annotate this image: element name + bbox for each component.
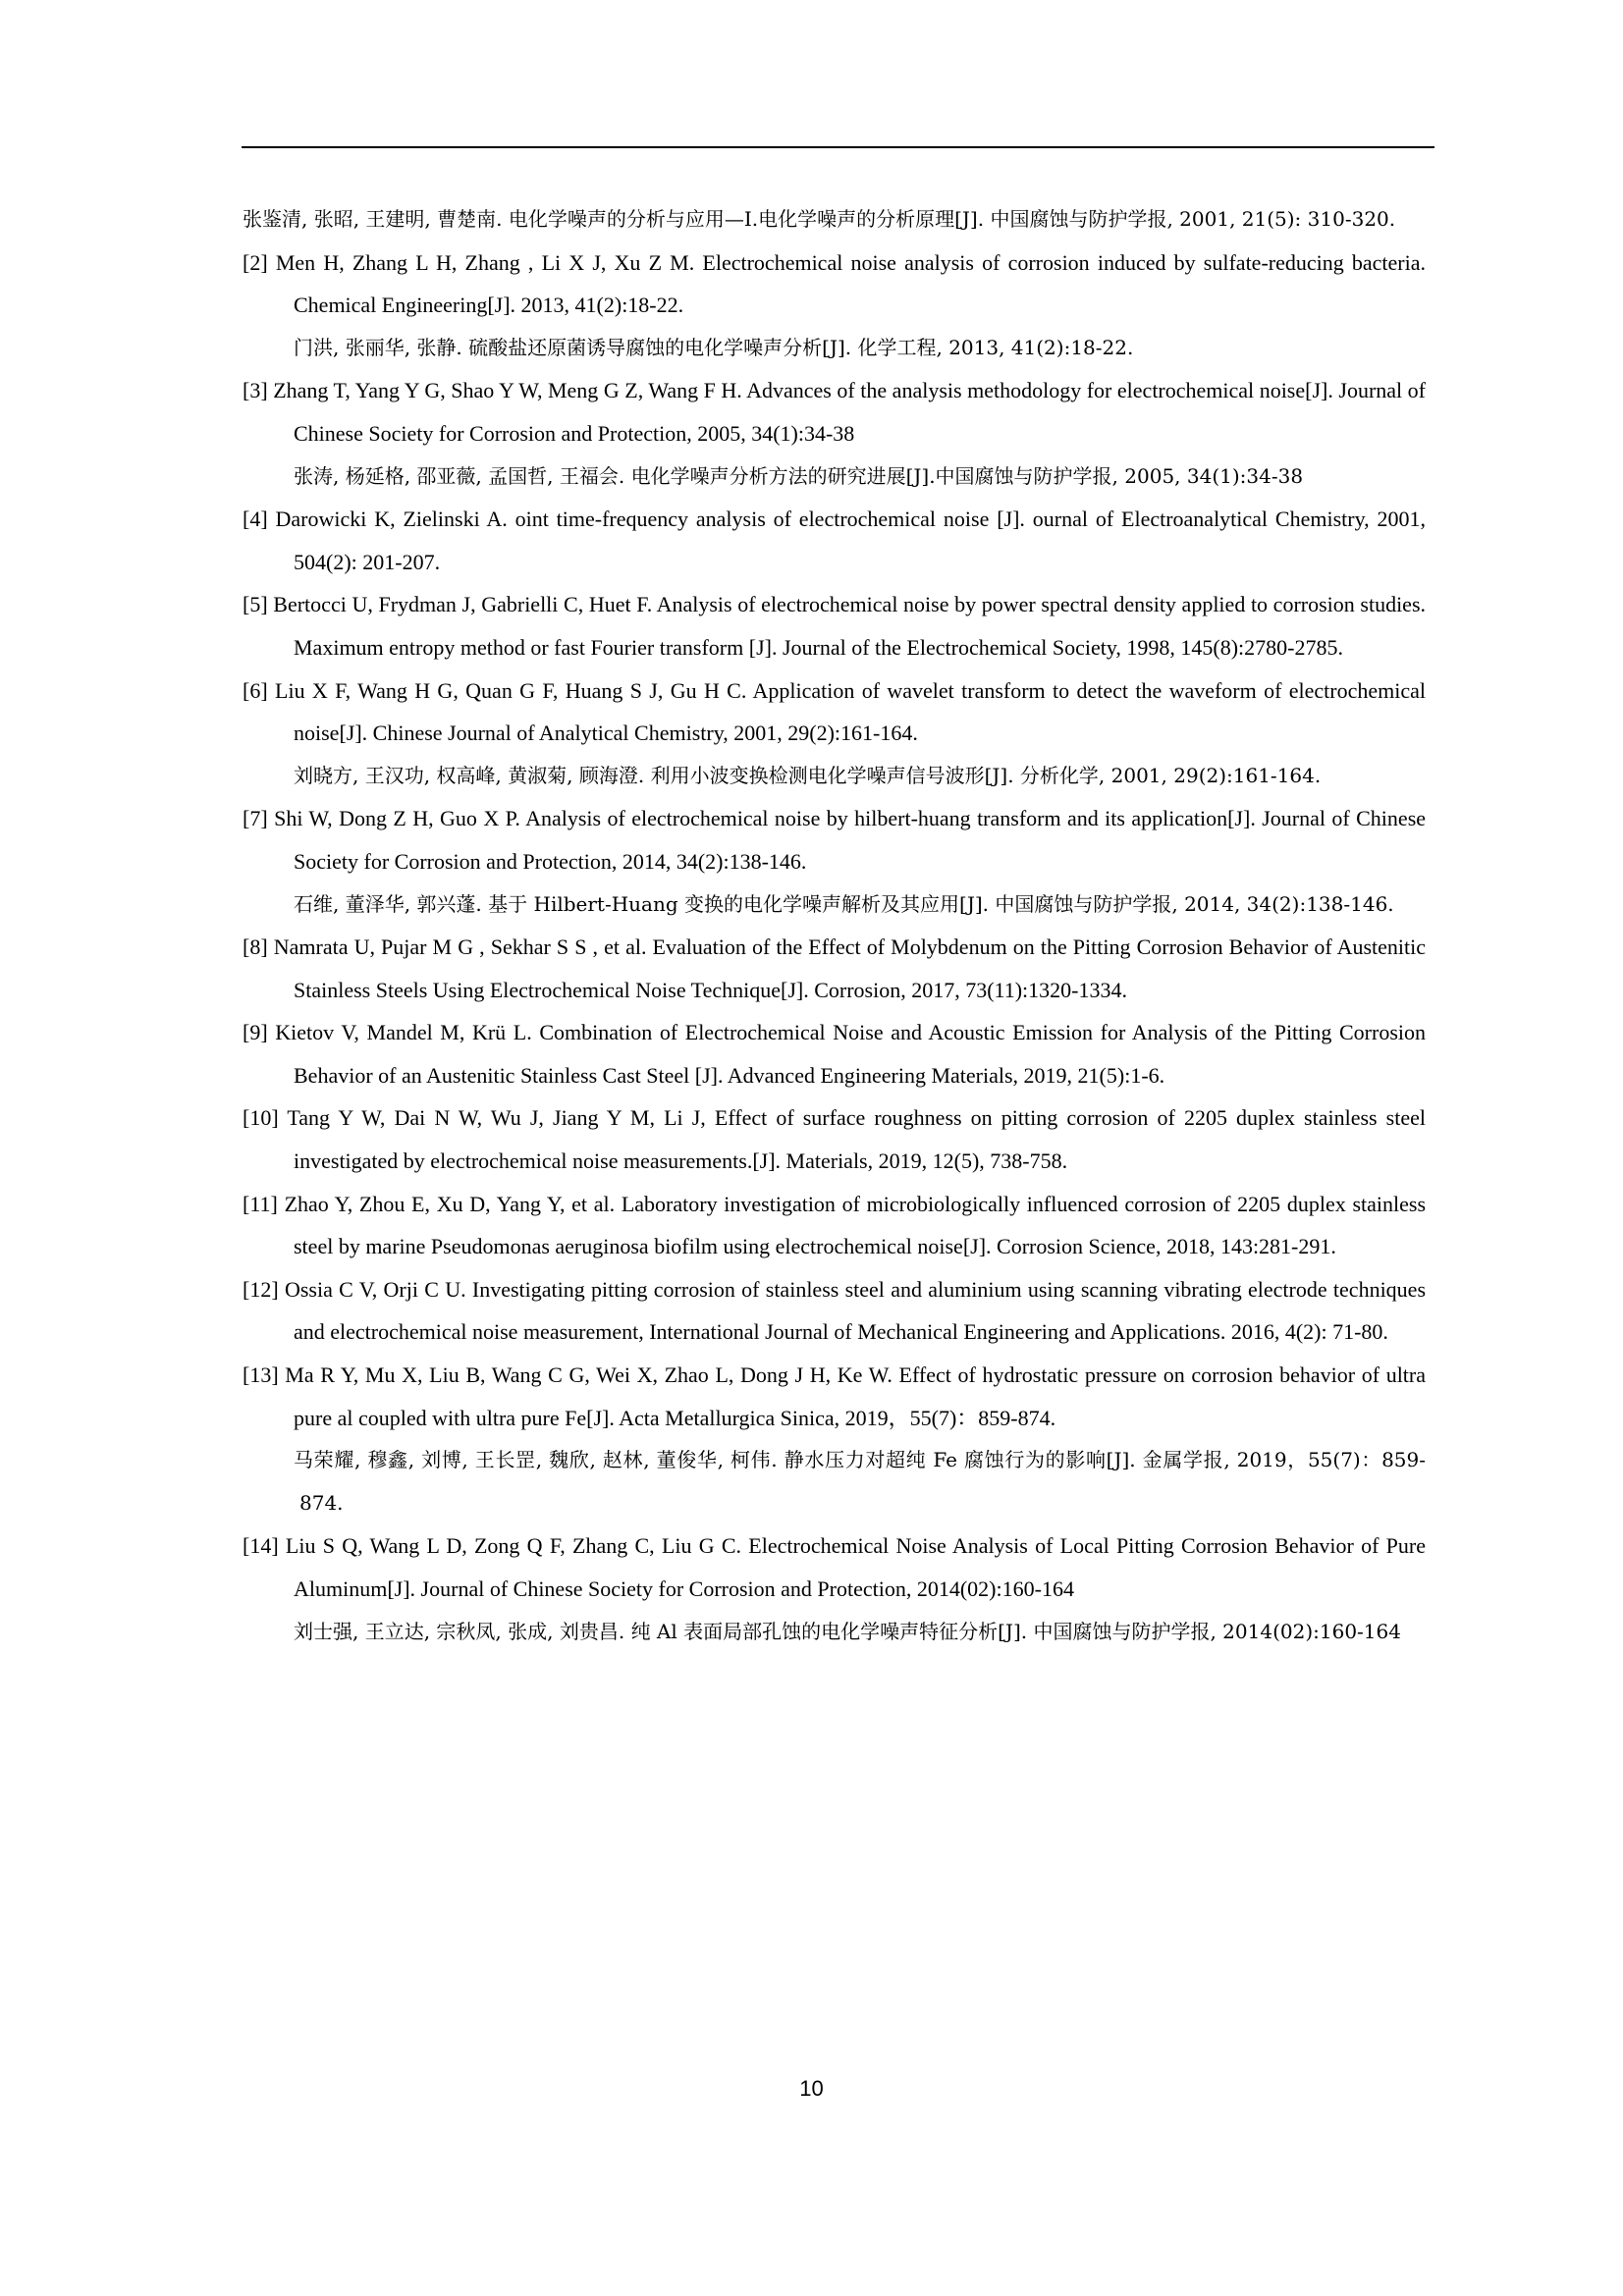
reference-number: [9] <box>243 1020 268 1045</box>
reference-en-text <box>243 498 1426 583</box>
reference-en-text <box>243 669 1426 755</box>
reference-item <box>243 1354 1426 1524</box>
reference-en-text <box>243 1011 1426 1096</box>
reference-item <box>243 583 1426 668</box>
reference-item <box>243 797 1426 926</box>
reference-number: [14] <box>243 1533 279 1559</box>
reference-item <box>243 1268 1426 1354</box>
reference-en-body: Ma R Y, Mu X, Liu B, Wang C G, Wei X, Zhao L, Dong J H, Ke W. Effect of hydrostatic pressure on corrosion behavior of ultra pure al coupled with ultra pure Fe[J]. Acta Metallurgica Sinica, 2019，55(7)：859-874. <box>285 1362 1427 1430</box>
reference-item <box>243 498 1426 583</box>
reference-continuation <box>243 198 1426 241</box>
reference-list <box>243 198 1426 1653</box>
reference-cn-text: 张鉴清, 张昭, 王建明, 曹楚南. 电化学噪声的分析与应用—I.电化学噪声的分析原理[J]. 中国腐蚀与防护学报, 2001, 21(5): 310-320. <box>243 207 1396 231</box>
reference-en-body: Namrata U, Pujar M G , Sekhar S S , et al. Evaluation of the Effect of Molybdenum on the Pitting Corrosion Behavior of Austenitic Stainless Steels Using Electrochemical Noise Technique[J]. Corrosion, 2017, 73(11):1320-1334. <box>273 934 1427 1002</box>
reference-en-body: Liu S Q, Wang L D, Zong Q F, Zhang C, Liu G C. Electrochemical Noise Analysis of Local Pitting Corrosion Behavior of Pure Aluminum[J]. Journal of Chinese Society for Corrosion and Protection, 2014(02):160-164 <box>285 1533 1427 1601</box>
reference-number: [4] <box>243 507 268 532</box>
reference-cn-text: 门洪, 张丽华, 张静. 硫酸盐还原菌诱导腐蚀的电化学噪声分析[J]. 化学工程, 2013, 41(2):18-22. <box>294 335 1134 359</box>
reference-item <box>243 669 1426 798</box>
reference-en-text <box>243 1096 1426 1182</box>
reference-item <box>243 1524 1426 1653</box>
reference-en-text <box>243 369 1426 454</box>
reference-en-body: Liu X F, Wang H G, Quan G F, Huang S J, Gu H C. Application of wavelet transform to detect the waveform of electrochemical noise[J]. Chinese Journal of Analytical Chemistry, 2001, 29(2):161-164. <box>275 677 1427 746</box>
reference-en-body: Men H, Zhang L H, Zhang , Li X J, Xu Z M. Electrochemical noise analysis of corrosion induced by sulfate-reducing bacteria. Chemical Engineering[J]. 2013, 41(2):18-22. <box>275 249 1427 318</box>
reference-cn-text: 刘晓方, 王汉功, 权高峰, 黄淑菊, 顾海澄. 利用小波变换检测电化学噪声信号波形[J]. 分析化学, 2001, 29(2):161-164. <box>294 763 1322 787</box>
reference-cn-text: 马荣耀, 穆鑫, 刘博, 王长罡, 魏欣, 赵林, 董俊华, 柯伟. 静水压力对超纯 Fe 腐蚀行为的影响[J]. 金属学报, 2019，55(7)：859-874. <box>294 1448 1426 1515</box>
reference-cn-text: 张涛, 杨延格, 邵亚薇, 孟国哲, 王福会. 电化学噪声分析方法的研究进展[J].中国腐蚀与防护学报, 2005, 34(1):34-38 <box>294 463 1304 488</box>
header-rule <box>242 146 1434 148</box>
reference-en-body: Kietov V, Mandel M, Krü L. Combination of Electrochemical Noise and Acoustic Emission for Analysis of the Pitting Corrosion Behavior of an Austenitic Stainless Cast Steel [J]. Advanced Engineering Materials, 2019, 21(5):1-6. <box>275 1020 1426 1088</box>
reference-cn-text: 石维, 董泽华, 郭兴蓬. 基于 Hilbert-Huang 变换的电化学噪声解析及其应用[J]. 中国腐蚀与防护学报, 2014, 34(2):138-146. <box>294 891 1394 916</box>
reference-en-body: Zhang T, Yang Y G, Shao Y W, Meng G Z, Wang F H. Advances of the analysis methodology for electrochemical noise[J]. Journal of Chinese Society for Corrosion and Protection, 2005, 34(1):34-38 <box>273 378 1427 446</box>
reference-en-body: Tang Y W, Dai N W, Wu J, Jiang Y M, Li J, Effect of surface roughness on pitting corrosion of 2205 duplex stainless steel investigated by electrochemical noise measurements.[J]. Materials, 2019, 12(5), 738-758. <box>287 1105 1426 1174</box>
reference-en-body: Zhao Y, Zhou E, Xu D, Yang Y, et al. Laboratory investigation of microbiologically influenced corrosion of 2205 duplex stainless steel by marine Pseudomonas aeruginosa biofilm using electrochemical noise[J]. Corrosion Science, 2018, 143:281-291. <box>284 1191 1427 1259</box>
reference-en-text <box>243 797 1426 882</box>
reference-cn-text: 刘士强, 王立达, 宗秋凤, 张成, 刘贵昌. 纯 Al 表面局部孔蚀的电化学噪声特征分析[J]. 中国腐蚀与防护学报, 2014(02):160-164 <box>294 1619 1401 1643</box>
reference-en-text <box>243 241 1426 327</box>
reference-en-text <box>243 1268 1426 1354</box>
reference-en-text <box>243 1183 1426 1268</box>
reference-en-body: Darowicki K, Zielinski A. oint time-frequency analysis of electrochemical noise [J]. ournal of Electroanalytical Chemistry, 2001, 504(2): 201-207. <box>275 507 1426 574</box>
reference-en-text <box>243 583 1426 668</box>
reference-number: [5] <box>243 592 268 617</box>
reference-item <box>243 926 1426 1011</box>
reference-item <box>243 1096 1426 1182</box>
reference-item <box>243 1183 1426 1268</box>
reference-en-body: Shi W, Dong Z H, Guo X P. Analysis of electrochemical noise by hilbert-huang transform and its application[J]. Journal of Chinese Society for Corrosion and Protection, 2014, 34(2):138-146. <box>274 806 1427 874</box>
reference-number: [11] <box>243 1191 278 1216</box>
reference-en-text <box>243 926 1426 1011</box>
reference-en-body: Ossia C V, Orji C U. Investigating pitting corrosion of stainless steel and aluminium using scanning vibrating electrode techniques and electrochemical noise measurement, International Journal of Mechanical Engineering and Applications. 2016, 4(2): 71-80. <box>284 1276 1427 1345</box>
reference-number: [6] <box>243 677 268 703</box>
reference-number: [7] <box>243 806 268 831</box>
reference-item <box>243 241 1426 370</box>
reference-en-text <box>243 1354 1426 1439</box>
reference-item <box>243 1011 1426 1096</box>
reference-number: [12] <box>243 1276 279 1302</box>
reference-en-text <box>243 1524 1426 1610</box>
reference-item <box>243 369 1426 498</box>
page-number: 10 <box>799 2076 824 2101</box>
reference-number: [2] <box>243 249 268 275</box>
reference-number: [13] <box>243 1362 279 1388</box>
reference-number: [3] <box>243 378 268 403</box>
reference-en-body: Bertocci U, Frydman J, Gabrielli C, Huet F. Analysis of electrochemical noise by power spectral density applied to corrosion studies. Maximum entropy method or fast Fourier transform [J]. Journal of the Electrochemical Society, 1998, 145(8):2780-2785. <box>273 592 1427 660</box>
reference-number: [8] <box>243 934 268 960</box>
reference-number: [10] <box>243 1105 279 1131</box>
